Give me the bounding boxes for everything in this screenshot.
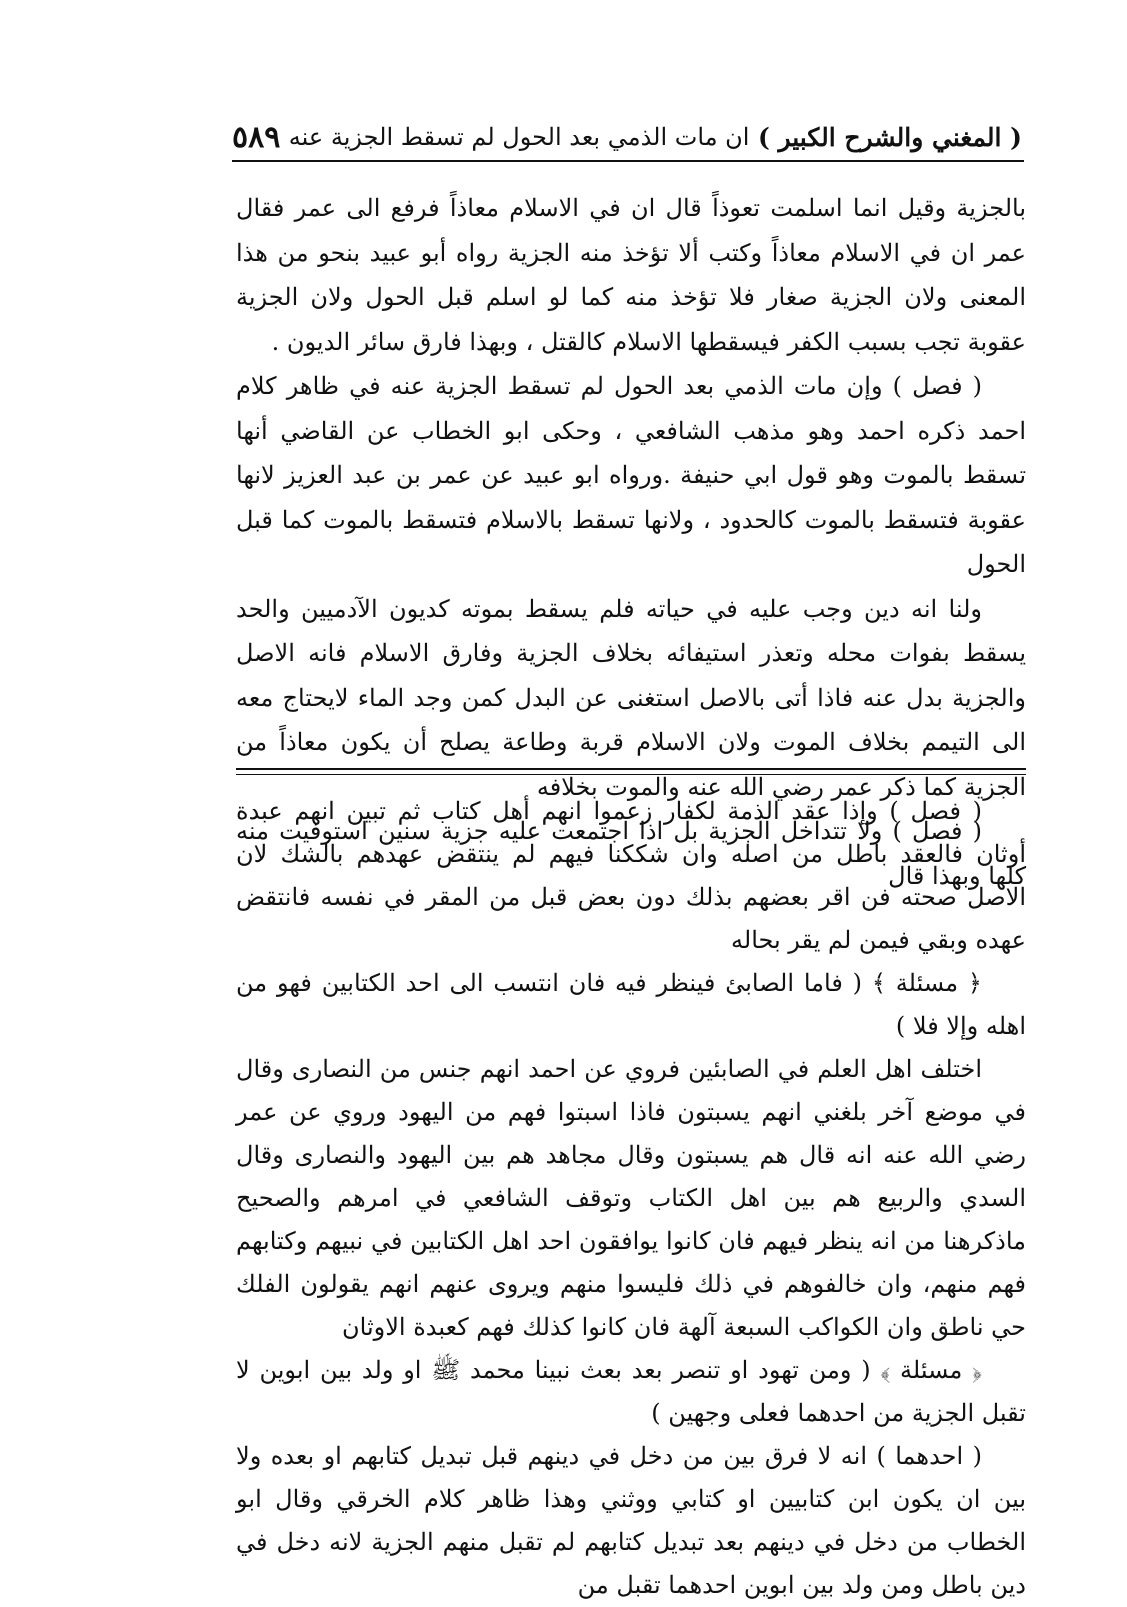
paragraph: ( فصل ) وإذا عقد الذمة لكفار زعموا انهم أهل كتاب ثم تبين انهم عبدة أوثان فالعقد باطل من اصله وان شككنا فيهم لم ينتقض عهدهم بالشك لان الاصل صحته فن اقر بعضهم بذلك دون بعض قبل من المقر في نفسه فانتقض عهده وبقي فيمن لم يقر بحاله [236, 797, 1026, 954]
paragraph: ( احدهما ) انه لا فرق بين من دخل في دينهم قبل تبديل كتابهم او بعده ولا بين ان يكون ابن كتابيين او كتابي ووثني وهذا ظاهر كلام الخرقي وقال ابو الخطاب من دخل في دينهم بعد تبديل كتابهم لم تقبل منهم الجزية لانه دخل في دين باطل ومن ولد بين ابوين احدهما تقبل من [236, 1442, 1026, 1599]
page-header [232, 112, 1022, 162]
book-title: ( المغني والشرح الكبير ) [757, 122, 1022, 152]
masala-heading: ﴿ مسئلة ﴾ ( فاما الصابئ فينظر فيه فان انتسب الى احد الكتابين فهو من اهله وإلا فلا ) [236, 969, 1026, 1040]
page-number: ٥٨٩ [232, 119, 281, 155]
paragraph: بالجزية وقيل انما اسلمت تعوذاً قال ان في الاسلام معاذاً فرفع الى عمر فقال عمر ان في الاسلام معاذاً وكتب ألا تؤخذ منه الجزية رواه أبو عبيد بنحو من هذا المعنى ولان الجزية صغار فلا تؤخذ منه كما لو اسلم قبل الحول ولان الجزية عقوبة تجب بسبب الكفر فيسقطها الاسلام كالقتل ، وبهذا فارق سائر الديون . [236, 194, 1027, 356]
section-divider [236, 768, 1026, 770]
lower-text-section [236, 790, 1026, 1607]
paragraph: اختلف اهل العلم في الصابئين فروي عن احمد انهم جنس من النصارى وقال في موضع آخر بلغني انهم يسبتون فاذا اسبتوا فهم من اليهود وروي عن عمر رضي الله عنه انه قال هم يسبتون وقال مجاهد هم بين اليهود والنصارى وقال السدي والربيع هم بين اهل الكتاب وتوقف الشافعي في امرهم والصحيح ماذكرهنا من انه ينظر فيهم فان كانوا يوافقون احد اهل الكتابين في نبيهم وكتابهم فهم منهم، وان خالفوهم في ذلك فليسوا منهم ويروى عنهم انهم يقولون الفلك حي ناطق وان الكواكب السبعة آلهة فان كانوا كذلك فهم كعبدة الاوثان [236, 1055, 1027, 1341]
header-rule [232, 160, 1024, 162]
section-divider-thin [236, 774, 1026, 775]
paragraph: ولنا انه دين وجب عليه في حياته فلم يسقط بموته كديون الآدميين والحد يسقط بفوات محله وتعذر استيفائه بخلاف الجزية وفارق الاسلام فانه الاصل والجزية بدل عنه فاذا أتى بالاصل استغنى عن البدل كمن وجد الماء لايحتاج معه الى التيمم بخلاف الموت ولان الاسلام قربة وطاعة يصلح أن يكون معاذاً من الجزية كما ذكر عمر رضي الله عنه والموت بخلافه [236, 594, 1026, 801]
paragraph: ( فصل ) وإن مات الذمي بعد الحول لم تسقط الجزية عنه في ظاهر كلام احمد ذكره احمد وهو مذهب الشافعي ، وحكى ابو الخطاب عن القاضي أنها تسقط بالموت وهو قول ابي حنيفة .ورواه ابو عبيد عن عمر بن عبد العزيز لانها عقوبة فتسقط بالموت كالحدود ، ولانها تسقط بالاسلام فتسقط بالموت كما قبل الحول [236, 372, 1026, 578]
running-head: ان مات الذمي بعد الحول لم تسقط الجزية عنه [288, 123, 750, 151]
paragraph: ( فصل ) ولا تتداخل الجزية بل اذا اجتمعت عليه جزية سنين استوفيت منه كلها وبهذا قال [236, 817, 1026, 890]
masala-heading: ﴿ مسئلة ﴾ ( ومن تهود او تنصر بعد بعث نبينا محمد ﷺ او ولد بين ابوين لا تقبل الجزية من احدهما فعلى وجهين ) [236, 1356, 1026, 1427]
